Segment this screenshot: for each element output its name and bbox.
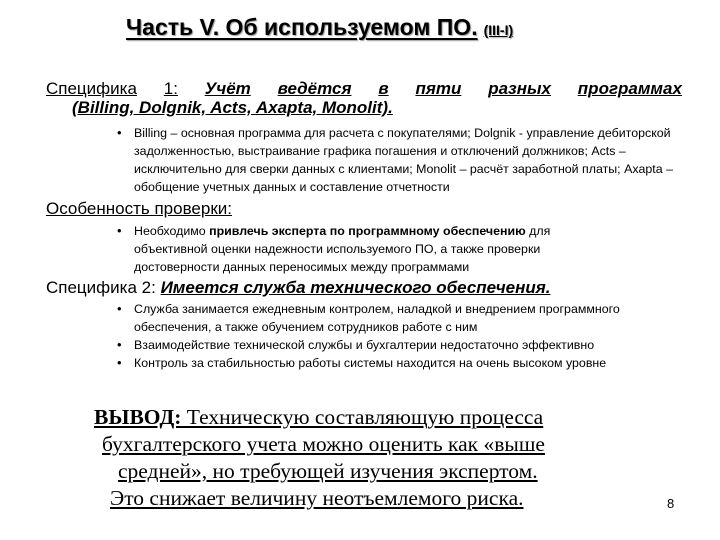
- check-bullet-rest: для объективной оценки надежности используемого ПО, а также проверки достоверности данных переносимых между программами: [134, 224, 551, 274]
- spec2-label: Специфика 2:: [46, 278, 156, 297]
- spec1-word-6: программах: [577, 79, 682, 98]
- title-main: Часть V. Об используемом ПО.: [126, 14, 478, 40]
- list-item: • Контроль за стабильностью работы системы находится на очень высоком уровне: [117, 354, 687, 372]
- conclusion-lead: ВЫВОД:: [94, 405, 182, 429]
- title-section-tag: (III-I): [483, 22, 514, 38]
- spec1-bullets: [117, 124, 683, 196]
- spec1-program-list-text: (Billing, Dolgnik, Acts, Axapta, Monolit).: [72, 98, 393, 117]
- spec1-word-3: в: [378, 79, 389, 98]
- slide-title: [126, 14, 686, 41]
- conclusion-line-1-text: Техническую составляющую процесса: [181, 405, 544, 429]
- spec2-emphasis: Имеется служба технического обеспечения.: [160, 278, 551, 297]
- check-heading-text: Особенность проверки:: [46, 199, 232, 218]
- check-bullets: [117, 222, 617, 276]
- check-bullet-emphasis: привлечь эксперта по программному обеспечению: [209, 224, 526, 238]
- spec1-word-2: ведётся: [277, 79, 352, 98]
- check-bullet-prefix: Необходимо: [134, 224, 210, 238]
- conclusion-line-3: средней», но требующей изучения экспертом.: [118, 459, 538, 483]
- spec1-word-5: разных: [488, 79, 551, 98]
- spec2-bullets: [117, 300, 687, 372]
- spec1-number: 1:: [163, 79, 178, 98]
- list-item: • Billing – основная программа для расчета с покупателями; Dolgnik - управление дебиторской задолженностью, выстраивание графика погашения и отключений должников; Acts – исключительно для сверки данных с клиентами; Monolit – расчёт заработной платы; Axapta – обобщение учетных данных и составление отчетности: [117, 124, 683, 196]
- spec1-label: Специфика: [46, 79, 137, 98]
- spec1-program-list: [72, 98, 393, 118]
- spec2-heading: [46, 278, 550, 298]
- conclusion-line-2: бухгалтерского учета можно оценить как «выше: [102, 432, 545, 456]
- check-heading: [46, 199, 232, 219]
- list-item: [117, 222, 617, 276]
- page-number: 8: [667, 496, 675, 511]
- spec1-heading: [46, 79, 682, 99]
- conclusion-line-4: Это снижает величину неотъемлемого риска.: [110, 486, 524, 510]
- list-item: • Служба занимается ежедневным контролем, наладкой и внедрением программного обеспечения, а также обучением сотрудников работе с ним: [117, 300, 687, 336]
- list-item: • Взаимодействие технической службы и бухгалтерии недостаточно эффективно: [117, 336, 687, 354]
- spec1-word-1: Учёт: [204, 79, 251, 98]
- conclusion-line-1: [94, 404, 674, 431]
- conclusion-block: [94, 404, 674, 512]
- spec1-word-4: пяти: [415, 79, 462, 98]
